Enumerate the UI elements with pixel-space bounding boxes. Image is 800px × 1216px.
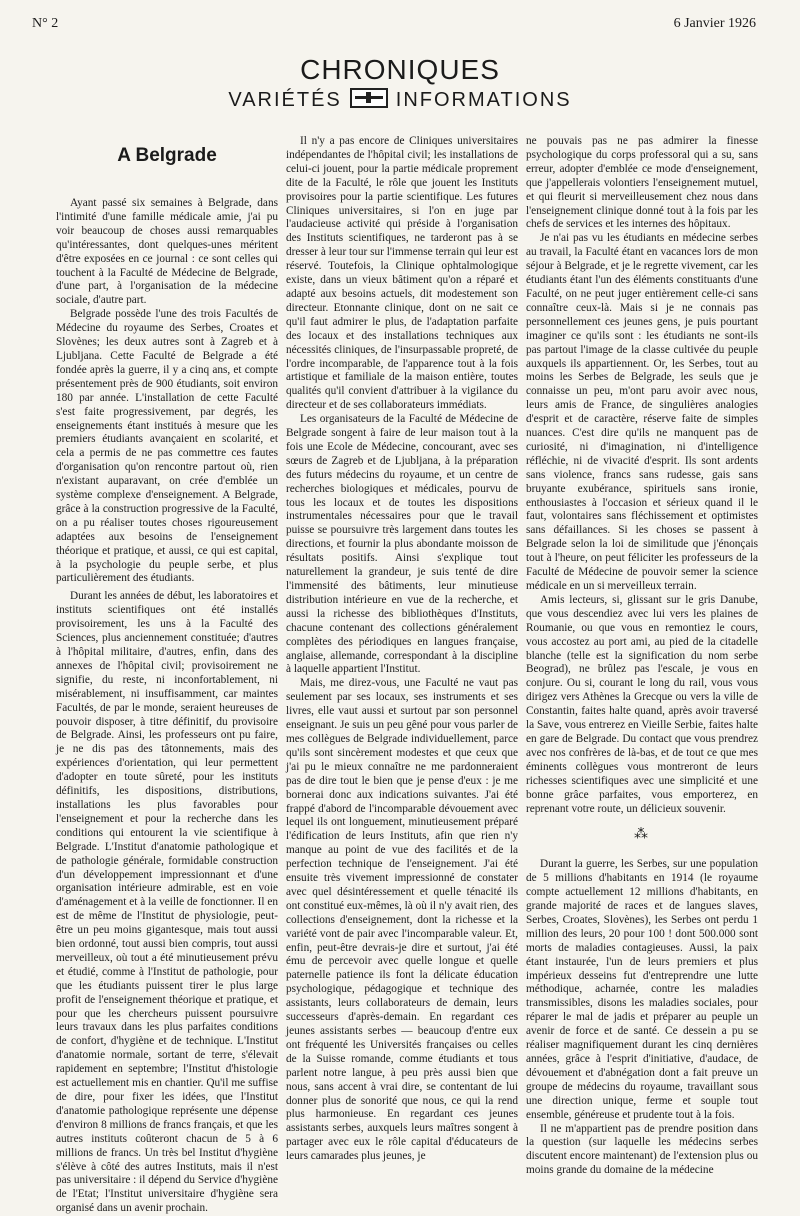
column-3 — [526, 135, 758, 1177]
paragraph: Ayant passé six semaines à Belgrade, dans l'intimité d'une famille médicale amie, j'ai pu voir beaucoup de choses aussi remarquables qu'intéressantes, dont quelques-unes méritent d'être exposées en ce journal : ce sont celles qui touchent à la Faculté de Médecine de Belgrade, d'une part, à l'organisation de la médecine sociale, d'autre part. — [56, 197, 278, 307]
paragraph: Il n'y a pas encore de Cliniques universitaires indépendantes de l'hôpital civil; les installations de celui-ci jouent, pour la partie médicale proprement dite de la Faculté, le rôle que jouent les Instituts provisoires pour la partie scientifique. Les futures Cliniques universitaires, si l'on en juge par l'audacieuse activité qui préside à l'organisation des Instituts scientifiques, ne tarderont pas à se dresser à leur tour sur l'immense terrain qui leur est réservé. Toutefois, la Clinique ophtalmologique existe, dans un vieux bâtiment qu'on a réparé et adapté aux besoins actuels, dit modestement son directeur. Etonnante clinique, dont on ne sait ce qu'il faut admirer le plus, de l'adaptation parfaite des locaux et des installations techniques aux nécessités cliniques, de l'insurpassable propreté, de l'ordre incomparable, de l'apparence tout à la fois artistique et familiale de la maison entière, toutes qualités qu'il convient d'attribuer à la vigilance du directeur et de ses collaborateurs immédiats. — [286, 135, 518, 412]
section-subtitle — [0, 88, 800, 112]
article-title: A Belgrade — [117, 145, 217, 166]
column-1 — [56, 135, 278, 1215]
paragraph: Amis lecteurs, si, glissant sur le gris Danube, que vous descendiez avec lui vers les plaines de Roumanie, ou que vous en remontiez le cours, vous accostez au port ami, au pied de la citadelle blanche (telle est la signification du nom serbe Beograd), ne brûlez pas l'escale, je vous en conjure. Ou si, courant le long du rail, vous vous dirigez vers Athènes la Grecque ou vers la ville de Constantin, faites halte quand, après avoir traversé la Save, vous entrerez en Vieille Serbie, faites halte en gare de Belgrade. Du contact que vous prendrez avec nos confrères de là-bas, et de tout ce que mes éminents collègues vous montreront de leurs richesses scientifiques avec une simplicité et une bonne grâce parfaites, vous emporterez, en reprenant votre route, un délicieux souvenir. — [526, 593, 758, 815]
section-separator: ⁂ — [634, 827, 650, 843]
subtitle-right: INFORMATIONS — [395, 89, 572, 111]
issue-number: N° 2 — [32, 16, 59, 31]
paragraph: Durant les années de début, les laboratoires et instituts scientifiques ont été installés provisoirement, les uns à la Faculté des Sciences, plus anciennement constituée; d'autres à l'hôpital militaire, d'autres, enfin, dans des annexes de l'hôpital civil; provisoirement ne signifie, du reste, ni inconfortablement, ni misérablement, ni insuffisamment, car maintes Facultés, de par le monde, seraient heureuses de pouvoir disposer, à titre définitif, du provisoire de Belgrade. Ainsi, les professeurs ont pu faire, je ne dis pas des tâtonnements, mais des expériences d'orientation, qui leur permettent d'adopter en toute sûreté, pour les instituts définitifs, les dispositions, distributions, installations les plus favorables pour l'enseignement et pour la recherche dans les conditions qui entourent la vie scientifique à Belgrade. L'Institut d'anatomie pathologique et de pathologie générale, formidable construction d'un développement impressionnant et d'une organisation intérieure admirable, est en voie d'aménagement et à la veille de fonctionner. Il en est de même de l'Institut de physiologie, peut-être un peu moins gigantesque, mais tout aussi bien ordonné, tout aussi bien compris, tout aussi merveilleux, où tout a été minutieusement prévu et étudié, comme à l'Institut de pathologie, pour que les étudiants puissent tirer le plus large profit de l'enseignement théorique et pratique, et pour que les chercheurs puissent poursuivre leurs travaux dans les plus parfaites conditions de confort, d'hygiène et de technique. L'Institut d'anatomie normale, sortant de terre, s'élevait rapidement en septembre; l'Institut d'histologie est actuellement mis en chantier. Qu'il me suffise de dire, pour fixer les idées, que l'Institut d'anatomie pathologique représente une dépense d'environ 8 millions de francs français, et que les autres instituts coûteront chacun de 5 à 6 millions de francs. Un très bel Institut d'hygiène s'élève à côté des autres Instituts, mais il n'est pas universitaire : il dépend du Service d'hygiène de l'Etat; l'Institut universitaire d'hygiène sera organisé dans un avenir prochain. — [56, 590, 278, 1215]
paragraph: ne pouvais pas ne pas admirer la finesse psychologique du corps professoral qui a su, sans erreur, adopter d'emblée ce mode d'enseignement, que j'appellerais volontiers l'enseignement mutuel, et qui fleurit si merveilleusement chez nous dans l'enseignement clinique donné tout à la fois par les chefs de services et les internes des hôpitaux. — [526, 135, 758, 231]
issue-date: 6 Janvier 1926 — [673, 16, 756, 31]
paragraph: Durant la guerre, les Serbes, sur une population de 5 millions d'habitants en 1914 (le royaume compte actuellement 12 millions d'habitants, en grande majorité de races et de langues slaves, Serbes, Croates, Slovènes), les Serbes ont perdu 1 million des leurs, 20 pour 100 ! dont 500.000 sont morts de maladies contagieuses. Aussi, la paix étant instaurée, l'un de leurs premiers et plus impérieux desseins fut d'entreprendre une lutte méthodique, acharnée, contre les maladies transmissibles, disons les maladies sociales, pour réparer le mal de jadis et préparer au peuple un avenir de force et de santé. Ce dessein a pu se réaliser magnifiquement durant les cinq dernières années, grâce à l'esprit d'initiative, d'audace, de dévouement et d'abnégation dont a fait preuve un groupe de médecins du royaume, travaillant sous une direction unique, ferme et souple tout ensemble, généreuse et prudente tout à la fois. — [526, 858, 758, 1121]
paragraph: Mais, me direz-vous, une Faculté ne vaut pas seulement par ses locaux, ses instruments et ses livres, elle vaut aussi et surtout par son personnel enseignant. Je suis un peu gêné pour vous parler de mes collègues de Belgrade individuellement, parce qu'ils sont sincèrement modestes et que ceux que j'ai pu le mieux connaître ne me pardonneraient pas de dire tout le bien que je pense d'eux : je me bornerai donc aux indications suivantes. J'ai été frappé d'abord de l'incomparable dévouement avec lequel ils ont longuement, minutieusement préparé l'édification de leurs Instituts, afin que rien n'y manque au point de vue des facilités et de la perfection technique de l'enseignement. J'ai été ensuite très vivement impressionné de constater avec quel désintéressement et quelle ténacité ils ont constitué eux-mêmes, là où il n'y avait rien, des collections d'enseignement, dont la richesse et la variété vont de pair avec l'incomparable valeur. Et, enfin, peut-être devrais-je dire et surtout, j'ai été ému de percevoir avec quelle longue et quelle paternelle patience ils font la délicate éducation psychologique, pédagogique et technique des assistants, leurs collaborateurs de demain, leurs successeurs d'après-demain. En regardant ces jeunes assistants serbes — beaucoup d'entre eux ont fréquenté les Universités françaises ou celles de la Suisse romande, comme étudiants et tous parlent notre langue, à peu près aussi bien que nous, sans accent à vrai dire, se contentant de lui donner plus de sonorité que nous, ce qui la rend plus harmonieuse. En regardant ces jeunes assistants serbes, auxquels leurs maîtres songent à partager avec eux le rôle capital d'éducateurs de leurs camarades plus jeunes, je — [286, 677, 518, 1163]
paragraph: Belgrade possède l'une des trois Facultés de Médecine du royaume des Serbes, Croates et Slovènes; les deux autres sont à Zagreb et à Ljubljana. Cette Faculté de Belgrade a été fondée après la guerre, il y a cinq ans, et compte présentement près de 900 étudiants, soit environ 180 par année. L'installation de cette Faculté s'est faite progressivement, par degrés, les enseignements étant institués à mesure que les premiers étudiants avançaient en scolarité, et cela a permis de ne pas commettre ces fautes d'organisation qu'on rencontre partout où, rien n'existant auparavant, on crée d'emblée un système complexe d'enseignement. A Belgrade, grâce à la construction progressive de la Faculté, on a pu réaliser toutes choses rigoureusement adaptées aux besoins de l'enseignement théorique et pratique, et aussi, ce qui est capital, à la psychologie du peuple serbe, et plus particulièrement des étudiants. — [56, 308, 278, 585]
ornament-emblem-icon — [350, 88, 388, 108]
column-2 — [286, 135, 518, 1163]
section-title: CHRONIQUES — [300, 54, 500, 85]
paragraph: Il ne m'appartient pas de prendre position dans la question (sur laquelle les médecins serbes discutent encore maintenant) de l'extension plus ou moins grande du domaine de la médecine — [526, 1122, 758, 1177]
paragraph: Les organisateurs de la Faculté de Médecine de Belgrade songent à faire de leur maison tout à la fois une Ecole de Médecine, concourant, avec ses sœurs de Zagreb et de Ljubljana, à la préparation des futurs médecins du royaume, et un centre de recherches biologiques et médicales, pourvu de tous les locaux et de toutes les dispositions instrumentales nécessaires pour que le travail puisse se poursuivre très largement dans toutes les directions, et fournir la plus abondante moisson de résultats positifs. Ainsi s'explique tout naturellement la grandeur, je suis tenté de dire l'immensité des bâtiments, leur minutieuse distribution intérieure en vue de la recherche, et aussi la richesse des bibliothèques d'Instituts, chacune contenant des collections généralement complètes des périodiques en langues française, anglaise, allemande, correspondant à la discipline à laquelle appartient l'Institut. — [286, 413, 518, 676]
subtitle-left: VARIÉTÉS — [228, 89, 342, 111]
paragraph: Je n'ai pas vu les étudiants en médecine serbes au travail, la Faculté étant en vacances lors de mon séjour à Belgrade, et je le regrette vivement, car les étudiants étant l'un des éléments constituants d'une Faculté, on ne peut juger entièrement celle-ci sans connaître ceux-là. Mais si je ne connais pas personnellement ces jeunes gens, je puis pourtant imaginer ce qu'ils sont : les étudiants ne sont-ils pas partout l'image de la classe cultivée du peuple auxquels ils appartiennent. Or, les Serbes, tout au moins les Serbes de Belgrade, les seuls que je connaisse un peu, m'ont paru avoir avec nous, leurs amis de France, de singulières analogies d'esprit et de caractère, réserve faite de simples nuances. C'est dire qu'ils ne manquent pas de curiosité, ni d'imagination, ni d'intelligence réfléchie, ni de vivacité d'esprit. Ils sont ardents sans violence, francs sans rudesse, gais sans bruyante exubérance, spirituels sans ironie, enthousiastes à l'occasion et sérieux quand il le faut, volontaires sans fléchissement et optimistes sans défaillances. Si les choses se passent à Belgrade selon la loi de similitude que j'énonçais tout à l'heure, on peut féliciter les professeurs de la Faculté de Médecine de pouvoir semer la science médicale en un si merveilleux terrain. — [526, 232, 758, 592]
